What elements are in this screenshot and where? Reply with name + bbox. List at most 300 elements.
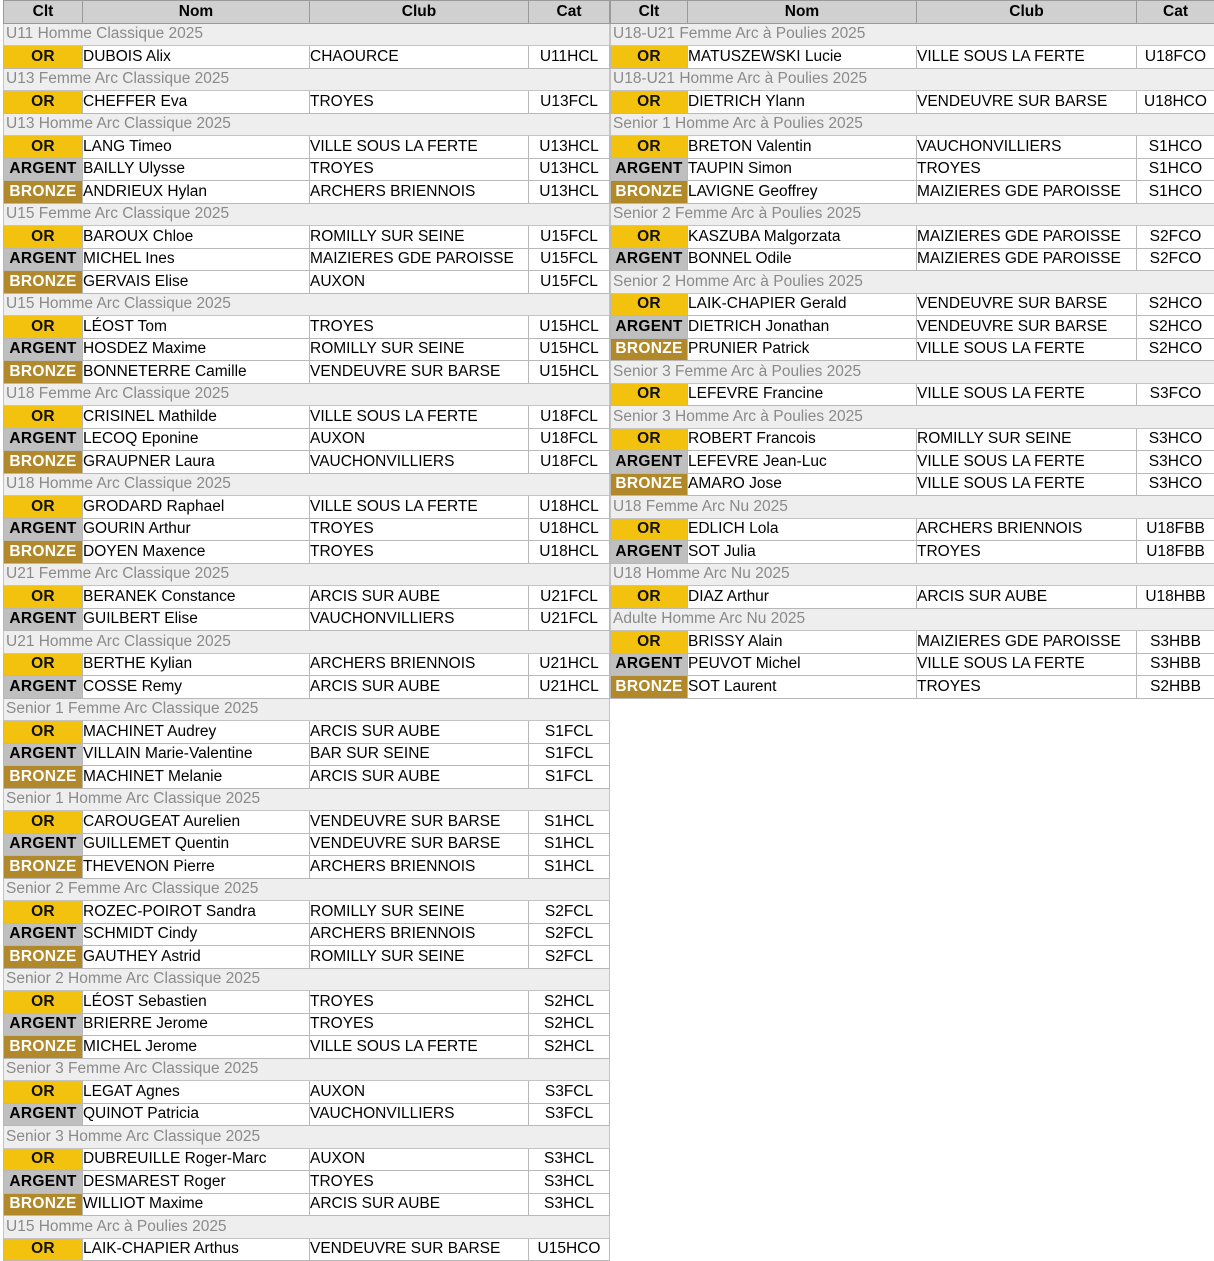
category-row: [611, 113, 1214, 136]
header-rank: Clt: [4, 1, 83, 24]
category-code: U18FCL: [529, 406, 610, 429]
medal-badge: OR: [4, 721, 83, 744]
category-code: S3FCL: [529, 1081, 610, 1104]
club-name: VILLE SOUS LA FERTE: [310, 136, 529, 159]
club-name: ROMILLY SUR SEINE: [917, 428, 1137, 451]
club-name: VILLE SOUS LA FERTE: [917, 653, 1137, 676]
category-row: [611, 271, 1214, 294]
results-table-right: [610, 0, 1214, 699]
category-code: U18HBB: [1137, 586, 1214, 609]
category-code: U13FCL: [529, 91, 610, 114]
category-code: S2FCO: [1137, 248, 1214, 271]
archer-name: LAIK-CHAPIER Arthus: [83, 1238, 310, 1261]
archer-name: LAVIGNE Geoffrey: [688, 181, 917, 204]
table-row: [4, 316, 610, 339]
medal-badge: OR: [4, 1238, 83, 1261]
category-row: [4, 1058, 610, 1081]
category-row: [611, 406, 1214, 429]
category-code: S3HBB: [1137, 631, 1214, 654]
archer-name: DIETRICH Ylann: [688, 91, 917, 114]
club-name: TROYES: [310, 541, 529, 564]
medal-badge: OR: [611, 518, 688, 541]
category-code: U18FCO: [1137, 46, 1214, 69]
archer-name: SOT Julia: [688, 541, 917, 564]
category-title: Senior 1 Homme Arc Classique 2025: [4, 788, 610, 811]
table-row: [4, 428, 610, 451]
club-name: AUXON: [310, 271, 529, 294]
archer-name: GRAUPNER Laura: [83, 451, 310, 474]
medal-badge: OR: [4, 586, 83, 609]
medal-badge: ARGENT: [4, 743, 83, 766]
category-code: S2HCO: [1137, 316, 1214, 339]
category-code: U13HCL: [529, 158, 610, 181]
medal-badge: ARGENT: [611, 248, 688, 271]
category-code: U15FCL: [529, 248, 610, 271]
category-title: U15 Homme Arc à Poulies 2025: [4, 1216, 610, 1239]
table-row: [611, 46, 1214, 69]
table-row: [4, 181, 610, 204]
club-name: AUXON: [310, 1148, 529, 1171]
medal-badge: ARGENT: [4, 1013, 83, 1036]
category-title: U18 Homme Arc Nu 2025: [611, 563, 1214, 586]
archer-name: LECOQ Eponine: [83, 428, 310, 451]
archer-name: BAILLY Ulysse: [83, 158, 310, 181]
category-row: [4, 68, 610, 91]
table-row: [4, 136, 610, 159]
club-name: MAIZIERES GDE PAROISSE: [917, 181, 1137, 204]
category-code: U13HCL: [529, 181, 610, 204]
club-name: ARCHERS BRIENNOIS: [310, 653, 529, 676]
club-name: ARCIS SUR AUBE: [310, 1193, 529, 1216]
archer-name: SCHMIDT Cindy: [83, 923, 310, 946]
club-name: VILLE SOUS LA FERTE: [917, 46, 1137, 69]
category-code: U13HCL: [529, 136, 610, 159]
club-name: VENDEUVRE SUR BARSE: [917, 91, 1137, 114]
table-row: [4, 1036, 610, 1059]
club-name: ROMILLY SUR SEINE: [310, 338, 529, 361]
medal-badge: OR: [4, 406, 83, 429]
category-title: U18 Femme Arc Nu 2025: [611, 496, 1214, 519]
medal-badge: BRONZE: [4, 1036, 83, 1059]
table-row: [4, 991, 610, 1014]
table-row: [4, 248, 610, 271]
archer-name: ROBERT Francois: [688, 428, 917, 451]
club-name: AUXON: [310, 428, 529, 451]
category-code: S2FCO: [1137, 226, 1214, 249]
archer-name: BONNETERRE Camille: [83, 361, 310, 384]
club-name: CHAOURCE: [310, 46, 529, 69]
medal-badge: OR: [4, 1081, 83, 1104]
category-row: [611, 608, 1214, 631]
medal-badge: BRONZE: [4, 181, 83, 204]
category-code: U18FBB: [1137, 518, 1214, 541]
category-code: U18FCL: [529, 428, 610, 451]
table-row: [4, 586, 610, 609]
archer-name: BERANEK Constance: [83, 586, 310, 609]
header-cat: Cat: [1137, 1, 1214, 24]
medal-badge: OR: [4, 991, 83, 1014]
category-title: Senior 2 Femme Arc à Poulies 2025: [611, 203, 1214, 226]
category-row: [611, 496, 1214, 519]
club-name: MAIZIERES GDE PAROISSE: [917, 248, 1137, 271]
archer-name: ROZEC-POIROT Sandra: [83, 901, 310, 924]
table-row: [611, 541, 1214, 564]
archer-name: MACHINET Melanie: [83, 766, 310, 789]
category-row: [611, 203, 1214, 226]
club-name: ARCHERS BRIENNOIS: [310, 856, 529, 879]
archer-name: DOYEN Maxence: [83, 541, 310, 564]
archer-name: DUBOIS Alix: [83, 46, 310, 69]
archer-name: BAROUX Chloe: [83, 226, 310, 249]
category-title: Senior 2 Femme Arc Classique 2025: [4, 878, 610, 901]
archer-name: EDLICH Lola: [688, 518, 917, 541]
table-row: [4, 361, 610, 384]
category-code: S2FCL: [529, 946, 610, 969]
club-name: MAIZIERES GDE PAROISSE: [917, 226, 1137, 249]
category-title: Senior 1 Femme Arc Classique 2025: [4, 698, 610, 721]
club-name: VENDEUVRE SUR BARSE: [310, 361, 529, 384]
archer-name: MATUSZEWSKI Lucie: [688, 46, 917, 69]
archer-name: BERTHE Kylian: [83, 653, 310, 676]
table-row: [4, 811, 610, 834]
table-row: [611, 158, 1214, 181]
category-code: U18FCL: [529, 451, 610, 474]
medal-badge: OR: [4, 136, 83, 159]
category-code: S3HCO: [1137, 473, 1214, 496]
table-row: [4, 833, 610, 856]
category-row: [611, 68, 1214, 91]
category-code: U15FCL: [529, 271, 610, 294]
club-name: TROYES: [310, 991, 529, 1014]
table-row: [611, 293, 1214, 316]
club-name: TROYES: [310, 158, 529, 181]
archer-name: BRISSY Alain: [688, 631, 917, 654]
category-row: [611, 23, 1214, 46]
medal-badge: ARGENT: [4, 923, 83, 946]
club-name: VENDEUVRE SUR BARSE: [310, 833, 529, 856]
category-row: [4, 1216, 610, 1239]
archer-name: MACHINET Audrey: [83, 721, 310, 744]
medal-badge: BRONZE: [4, 946, 83, 969]
medal-badge: BRONZE: [4, 856, 83, 879]
category-title: Senior 2 Homme Arc Classique 2025: [4, 968, 610, 991]
category-code: U18HCL: [529, 541, 610, 564]
results-table-left: [3, 0, 610, 1261]
results-body-right: [611, 23, 1214, 698]
medal-badge: OR: [611, 586, 688, 609]
medal-badge: BRONZE: [611, 676, 688, 699]
table-row: [4, 406, 610, 429]
archer-name: VILLAIN Marie-Valentine: [83, 743, 310, 766]
club-name: VILLE SOUS LA FERTE: [917, 451, 1137, 474]
club-name: ARCHERS BRIENNOIS: [917, 518, 1137, 541]
medal-badge: ARGENT: [4, 338, 83, 361]
medal-badge: ARGENT: [611, 653, 688, 676]
category-code: S3FCL: [529, 1103, 610, 1126]
archer-name: DESMAREST Roger: [83, 1171, 310, 1194]
archer-name: LEGAT Agnes: [83, 1081, 310, 1104]
table-row: [611, 91, 1214, 114]
archer-name: LEFEVRE Francine: [688, 383, 917, 406]
club-name: VENDEUVRE SUR BARSE: [310, 1238, 529, 1261]
category-row: [4, 788, 610, 811]
medal-badge: ARGENT: [611, 158, 688, 181]
category-row: [4, 113, 610, 136]
medal-badge: ARGENT: [4, 676, 83, 699]
table-row: [611, 676, 1214, 699]
medal-badge: OR: [4, 653, 83, 676]
category-title: U18 Homme Arc Classique 2025: [4, 473, 610, 496]
club-name: ARCIS SUR AUBE: [310, 586, 529, 609]
medal-badge: BRONZE: [4, 766, 83, 789]
medal-badge: ARGENT: [4, 1171, 83, 1194]
medal-badge: BRONZE: [4, 361, 83, 384]
table-row: [611, 181, 1214, 204]
medal-badge: OR: [611, 136, 688, 159]
table-row: [4, 608, 610, 631]
archer-name: ANDRIEUX Hylan: [83, 181, 310, 204]
table-header-row: [4, 1, 610, 24]
club-name: ARCIS SUR AUBE: [310, 676, 529, 699]
header-club: Club: [917, 1, 1137, 24]
table-row: [4, 1013, 610, 1036]
category-code: S1HCO: [1137, 181, 1214, 204]
medal-badge: OR: [4, 316, 83, 339]
club-name: BAR SUR SEINE: [310, 743, 529, 766]
club-name: TROYES: [917, 541, 1137, 564]
medal-badge: ARGENT: [611, 451, 688, 474]
table-row: [611, 451, 1214, 474]
medal-badge: OR: [4, 91, 83, 114]
table-row: [4, 1238, 610, 1261]
table-row: [4, 46, 610, 69]
category-code: S2HCL: [529, 1013, 610, 1036]
table-row: [611, 383, 1214, 406]
category-code: S1HCO: [1137, 158, 1214, 181]
club-name: VILLE SOUS LA FERTE: [917, 473, 1137, 496]
category-code: S1FCL: [529, 721, 610, 744]
club-name: AUXON: [310, 1081, 529, 1104]
club-name: VILLE SOUS LA FERTE: [917, 383, 1137, 406]
club-name: MAIZIERES GDE PAROISSE: [310, 248, 529, 271]
header-name: Nom: [688, 1, 917, 24]
table-row: [4, 856, 610, 879]
archer-name: CAROUGEAT Aurelien: [83, 811, 310, 834]
medal-badge: BRONZE: [4, 451, 83, 474]
category-code: U11HCL: [529, 46, 610, 69]
category-code: S1FCL: [529, 743, 610, 766]
medal-badge: OR: [611, 226, 688, 249]
medal-badge: OR: [611, 91, 688, 114]
archer-name: THEVENON Pierre: [83, 856, 310, 879]
medal-badge: BRONZE: [4, 271, 83, 294]
category-title: U13 Femme Arc Classique 2025: [4, 68, 610, 91]
archer-name: GUILLEMET Quentin: [83, 833, 310, 856]
category-title: Senior 3 Femme Arc à Poulies 2025: [611, 361, 1214, 384]
table-row: [611, 316, 1214, 339]
results-body-left: [4, 23, 610, 1261]
category-title: Senior 3 Homme Arc Classique 2025: [4, 1126, 610, 1149]
category-row: [4, 383, 610, 406]
archer-name: CRISINEL Mathilde: [83, 406, 310, 429]
table-row: [611, 136, 1214, 159]
category-code: U21HCL: [529, 653, 610, 676]
medal-badge: ARGENT: [4, 608, 83, 631]
archer-name: GERVAIS Elise: [83, 271, 310, 294]
table-row: [4, 1081, 610, 1104]
archer-name: HOSDEZ Maxime: [83, 338, 310, 361]
club-name: VAUCHONVILLIERS: [310, 608, 529, 631]
medal-badge: OR: [611, 428, 688, 451]
header-club: Club: [310, 1, 529, 24]
club-name: ROMILLY SUR SEINE: [310, 901, 529, 924]
medal-badge: BRONZE: [4, 541, 83, 564]
table-header-row: [611, 1, 1214, 24]
category-row: [4, 1126, 610, 1149]
category-title: U15 Femme Arc Classique 2025: [4, 203, 610, 226]
category-code: S3FCO: [1137, 383, 1214, 406]
header-rank: Clt: [611, 1, 688, 24]
club-name: TROYES: [917, 676, 1137, 699]
category-code: U18HCL: [529, 496, 610, 519]
table-row: [4, 1171, 610, 1194]
category-code: S3HCL: [529, 1193, 610, 1216]
medal-badge: OR: [4, 811, 83, 834]
club-name: VENDEUVRE SUR BARSE: [917, 316, 1137, 339]
club-name: ROMILLY SUR SEINE: [310, 946, 529, 969]
category-row: [4, 968, 610, 991]
category-code: U15HCL: [529, 361, 610, 384]
club-name: MAIZIERES GDE PAROISSE: [917, 631, 1137, 654]
club-name: TROYES: [310, 1171, 529, 1194]
table-row: [4, 91, 610, 114]
category-title: U18-U21 Homme Arc à Poulies 2025: [611, 68, 1214, 91]
category-title: Senior 3 Homme Arc à Poulies 2025: [611, 406, 1214, 429]
category-code: S2HCL: [529, 1036, 610, 1059]
club-name: ARCIS SUR AUBE: [310, 766, 529, 789]
category-title: U13 Homme Arc Classique 2025: [4, 113, 610, 136]
table-row: [4, 158, 610, 181]
category-row: [611, 563, 1214, 586]
medal-badge: ARGENT: [4, 428, 83, 451]
table-row: [4, 743, 610, 766]
medal-badge: OR: [611, 383, 688, 406]
medal-badge: OR: [611, 46, 688, 69]
archer-name: BONNEL Odile: [688, 248, 917, 271]
archer-name: WILLIOT Maxime: [83, 1193, 310, 1216]
category-code: U15HCL: [529, 316, 610, 339]
table-row: [611, 226, 1214, 249]
table-row: [4, 766, 610, 789]
archer-name: DIETRICH Jonathan: [688, 316, 917, 339]
medal-badge: ARGENT: [4, 248, 83, 271]
category-code: S1HCO: [1137, 136, 1214, 159]
table-row: [611, 631, 1214, 654]
category-code: S3HCO: [1137, 428, 1214, 451]
category-code: S3HCL: [529, 1171, 610, 1194]
archer-name: GRODARD Raphael: [83, 496, 310, 519]
archer-name: BRETON Valentin: [688, 136, 917, 159]
category-code: U18FBB: [1137, 541, 1214, 564]
archer-name: BRIERRE Jerome: [83, 1013, 310, 1036]
club-name: ARCHERS BRIENNOIS: [310, 923, 529, 946]
club-name: VAUCHONVILLIERS: [917, 136, 1137, 159]
archer-name: CHEFFER Eva: [83, 91, 310, 114]
medal-badge: ARGENT: [4, 158, 83, 181]
medal-badge: BRONZE: [611, 338, 688, 361]
archer-name: PRUNIER Patrick: [688, 338, 917, 361]
category-code: U21FCL: [529, 608, 610, 631]
medal-badge: ARGENT: [4, 518, 83, 541]
category-code: U15HCO: [529, 1238, 610, 1261]
table-row: [4, 451, 610, 474]
archer-name: COSSE Remy: [83, 676, 310, 699]
category-row: [4, 473, 610, 496]
archer-name: LEFEVRE Jean-Luc: [688, 451, 917, 474]
category-title: U18-U21 Femme Arc à Poulies 2025: [611, 23, 1214, 46]
category-code: U21FCL: [529, 586, 610, 609]
club-name: VILLE SOUS LA FERTE: [310, 1036, 529, 1059]
category-title: U21 Femme Arc Classique 2025: [4, 563, 610, 586]
category-code: S1HCL: [529, 856, 610, 879]
medal-badge: OR: [611, 631, 688, 654]
table-row: [4, 1148, 610, 1171]
category-code: S3HBB: [1137, 653, 1214, 676]
archer-name: GOURIN Arthur: [83, 518, 310, 541]
category-code: S1HCL: [529, 833, 610, 856]
category-code: S2FCL: [529, 901, 610, 924]
archer-name: GAUTHEY Astrid: [83, 946, 310, 969]
table-row: [4, 226, 610, 249]
medal-badge: OR: [4, 496, 83, 519]
category-title: U18 Femme Arc Classique 2025: [4, 383, 610, 406]
medal-badge: OR: [4, 901, 83, 924]
table-row: [611, 338, 1214, 361]
category-title: U21 Homme Arc Classique 2025: [4, 631, 610, 654]
category-code: S2HBB: [1137, 676, 1214, 699]
category-code: U15HCL: [529, 338, 610, 361]
category-code: S2HCL: [529, 991, 610, 1014]
archer-name: TAUPIN Simon: [688, 158, 917, 181]
category-code: S2FCL: [529, 923, 610, 946]
category-row: [4, 698, 610, 721]
table-row: [4, 721, 610, 744]
medal-badge: ARGENT: [611, 316, 688, 339]
category-row: [4, 878, 610, 901]
category-row: [4, 23, 610, 46]
table-row: [611, 586, 1214, 609]
club-name: TROYES: [310, 91, 529, 114]
category-title: U11 Homme Classique 2025: [4, 23, 610, 46]
table-row: [4, 923, 610, 946]
table-row: [4, 271, 610, 294]
table-row: [4, 901, 610, 924]
category-code: S2HCO: [1137, 293, 1214, 316]
table-row: [611, 473, 1214, 496]
club-name: VENDEUVRE SUR BARSE: [917, 293, 1137, 316]
club-name: VILLE SOUS LA FERTE: [917, 338, 1137, 361]
medal-badge: OR: [4, 226, 83, 249]
medal-badge: BRONZE: [611, 181, 688, 204]
archer-name: MICHEL Ines: [83, 248, 310, 271]
club-name: VAUCHONVILLIERS: [310, 1103, 529, 1126]
category-code: S3HCO: [1137, 451, 1214, 474]
archer-name: AMARO Jose: [688, 473, 917, 496]
medal-badge: ARGENT: [4, 1103, 83, 1126]
category-code: S1HCL: [529, 811, 610, 834]
archer-name: KASZUBA Malgorzata: [688, 226, 917, 249]
archer-name: LANG Timeo: [83, 136, 310, 159]
